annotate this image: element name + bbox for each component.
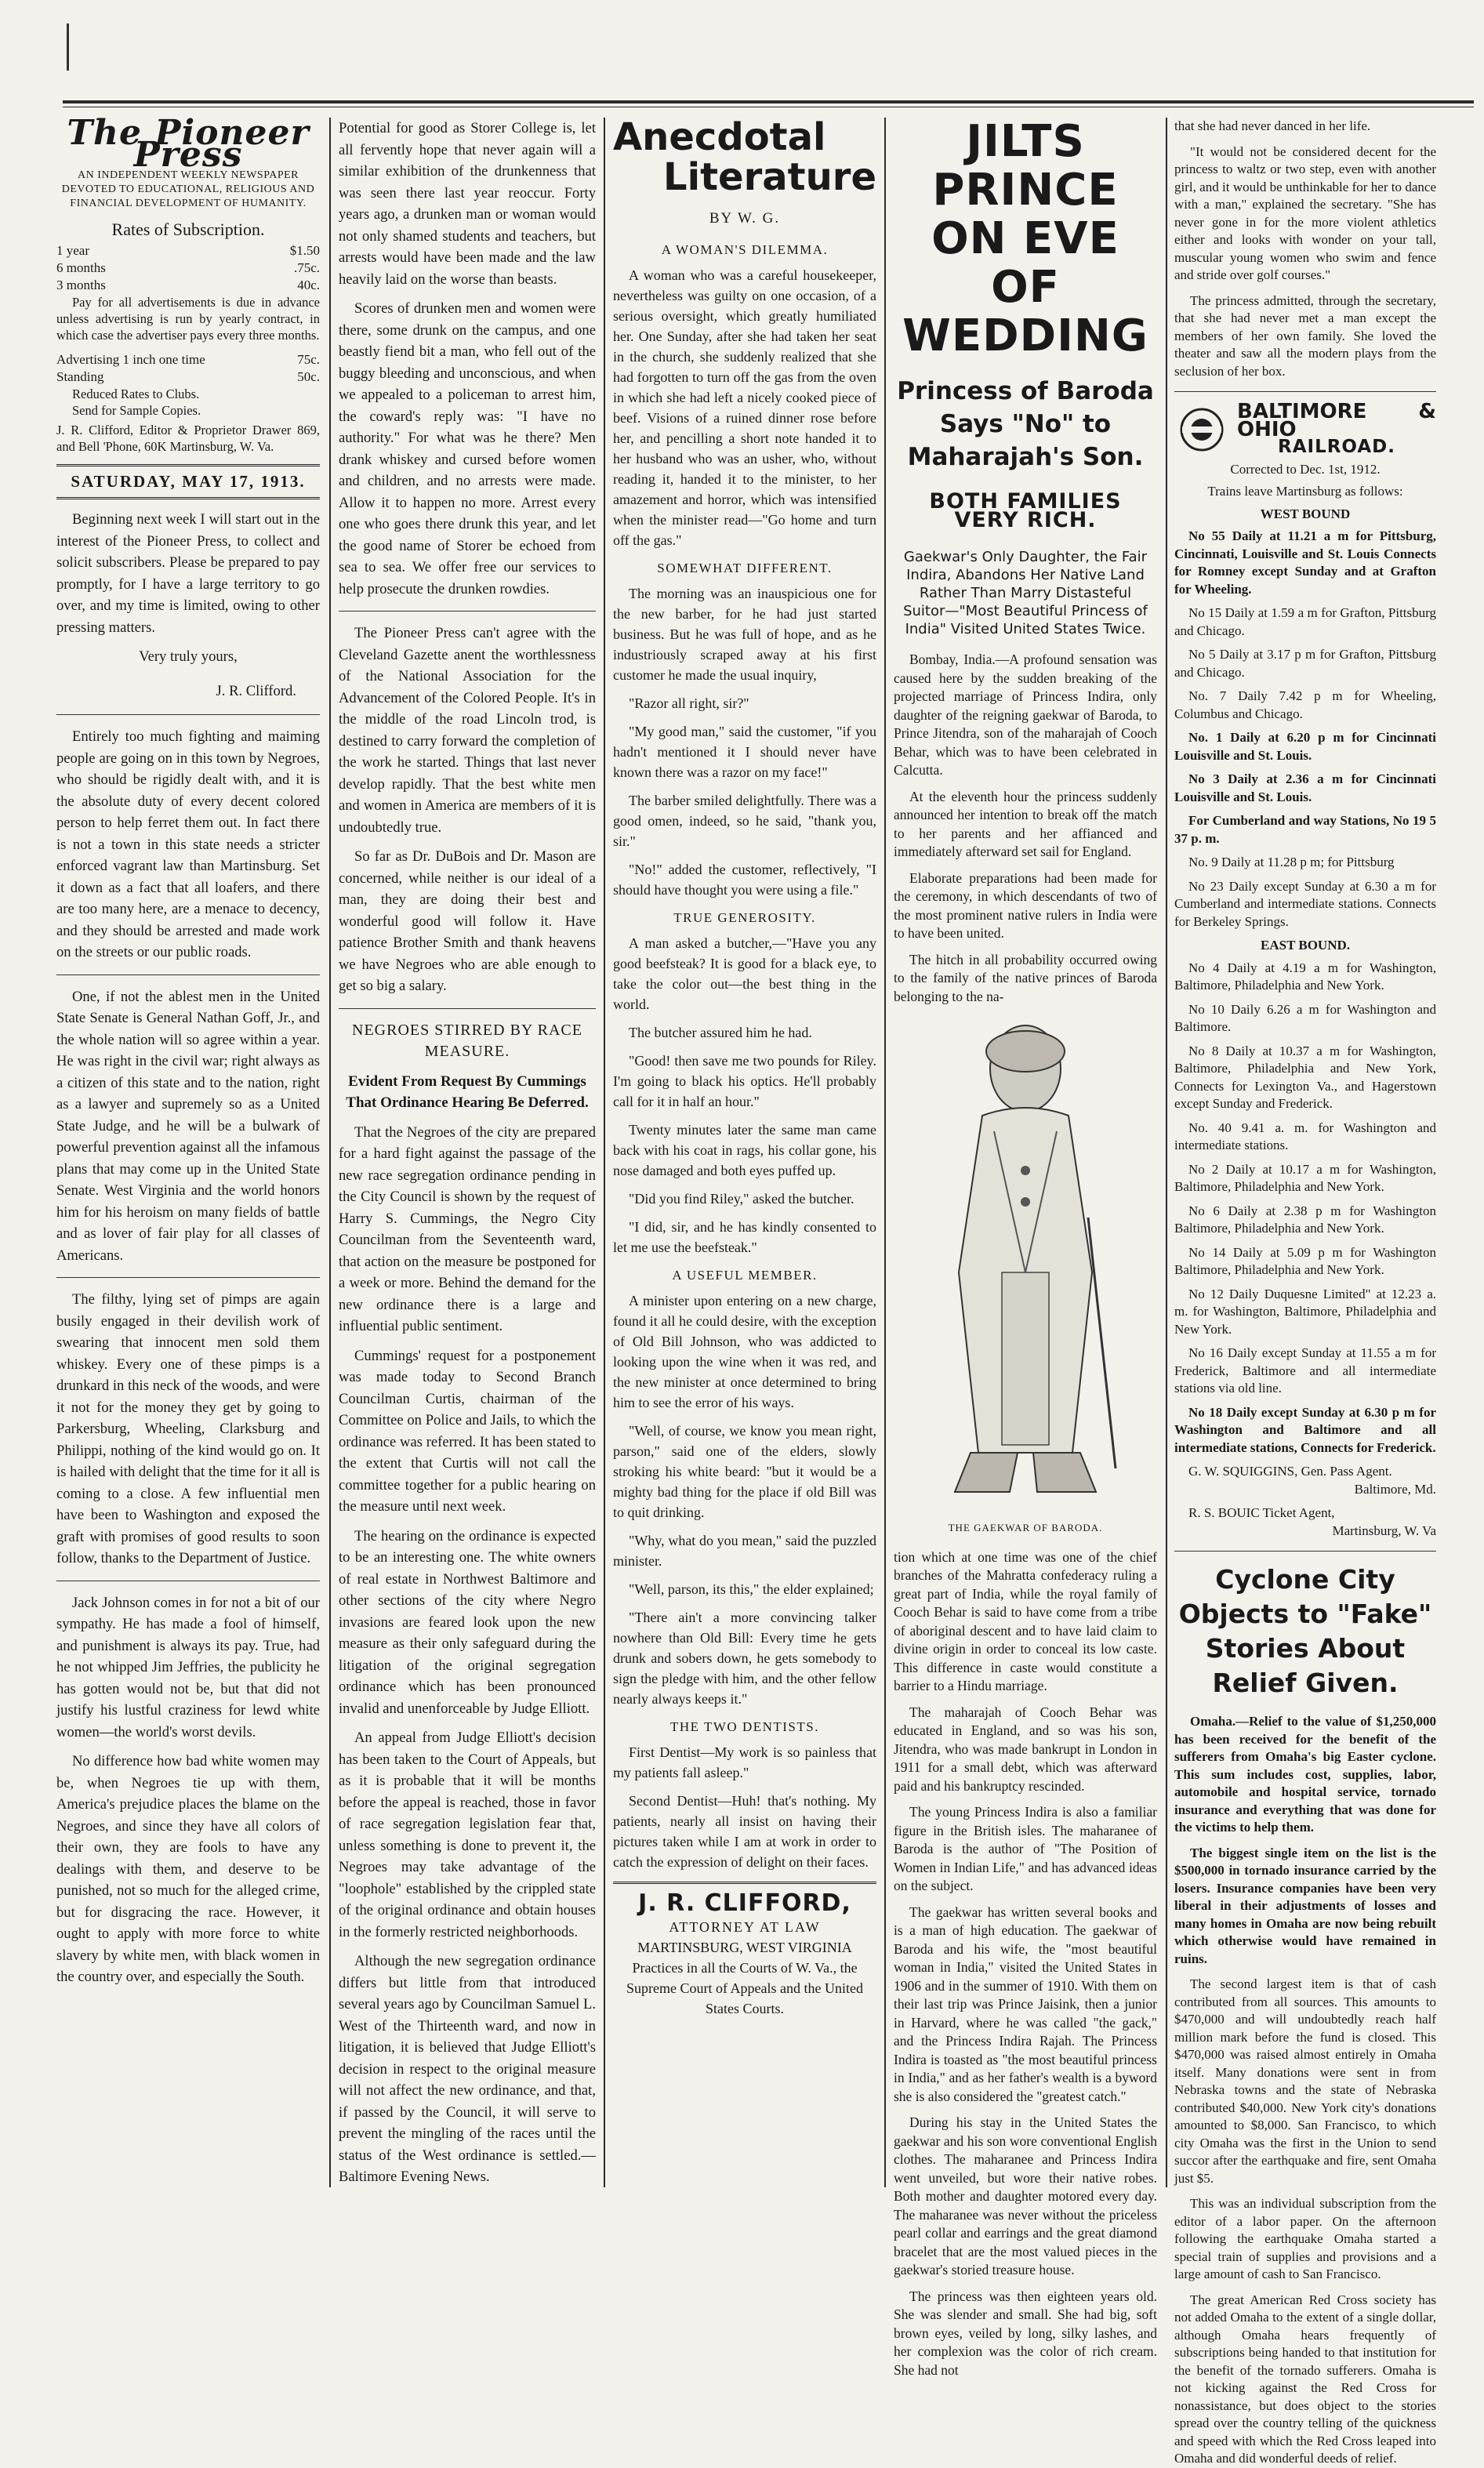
anecdote-text: A man asked a butcher,—"Have you any good beefsteak? It is good for a black eye, to take the color out—the best thing in the world.	[613, 935, 876, 1012]
rate-row: 3 months 40c.	[56, 277, 320, 292]
train-entry: No 55 Daily at 11.21 a m for Pittsburg, Cincinnati, Louisville and St. Louis Connects for Romney except Sunday and at Grafton for Wheeling.	[1174, 528, 1436, 597]
portrait-caption: THE GAEKWAR OF BARODA.	[948, 1522, 1103, 1533]
editorial-paragraph: So far as Dr. DuBois and Dr. Mason are concerned, while neither is our ideal of a man, they are doing their best and wonderful good will follow it. Have patience Brother Smith and thank heavens we have Negroes who are able enough to get so big a salary.	[339, 848, 596, 994]
anecdote-text: "Well, parson, its this," the elder explained;	[629, 1581, 874, 1597]
section-title: Literature	[663, 155, 876, 199]
editorial-paragraph: One, if not the ablest men in the United State Senate is General Nathan Goff, Jr., and the whole nation will so agree within a year. He was right in the civil war; right always as a citizen of this state and to the nation, right as a lawyer and supremely so as a United State Judge, and he will be a bulwark of powerful prevention against all the infamous plans that may come up in the United State Senate. West Virginia and the world honors him for his heroism on many fields of battle and as lover of fair play for all classes of Americans.	[56, 988, 320, 1264]
adv-row: Standing 50c.	[56, 368, 320, 384]
train-entry: No 23 Daily except Sunday at 6.30 a m for Cumberland and intermediate stations. Connects for Berkeley Springs.	[1174, 878, 1436, 929]
bo-header	[1174, 400, 1436, 457]
gaekwar-portrait	[894, 1014, 1157, 1515]
column-2	[339, 118, 596, 2187]
editorial-paragraph: No difference how bad white women may be, when Negroes tie up with them, America's prejudice places the blame on the Negroes, and since they have all colors of their own, they are fools to have any dealings with them, and deserve to be punished, not so much for the alleged crime, but for disgracing the race. However, it ought to apply with more force to white slavery by white men, with black women in the country over, and especially the South.	[56, 1753, 320, 1985]
article-paragraph: The young Princess Indira is also a familiar figure in the British isles. The maharanee of Baroda is the author of "The Position of Women in Indian Life," and has advanced ideas on the subject.	[894, 1804, 1157, 1893]
agent-place: Martinsburg, W. Va	[1332, 1523, 1436, 1538]
rate-row: 1 year $1.50	[56, 242, 320, 258]
column-3	[613, 115, 876, 2187]
article-paragraph: that she had never danced in her life.	[1174, 118, 1371, 133]
article-headline: NEGROES STIRRED BY RACE MEASURE.	[352, 1021, 582, 1060]
bo-corrected: Corrected to Dec. 1st, 1912.	[1230, 461, 1381, 477]
article-headline: JILTS PRINCE ON EVE OF WEDDING	[902, 116, 1148, 361]
article-paragraph: An appeal from Judge Elliott's decision has been taken to the Court of Appeals, but as it is probable that it will be months before the appeal is reached, those in favor of race segregation legislation fear that, unless something is done to prevent it, the Negroes may take advantage of the "loophole" established by the crippled state of the original ordinance and obtain houses in the formerly restricted neighborhoods.	[339, 1729, 596, 1940]
train-entry: No 12 Daily Duquesne Limited" at 12.23 a. m. for Washington, Baltimore, Philadelphia and New York.	[1174, 1286, 1436, 1337]
anecdote-text: Second Dentist—Huh! that's nothing. My patients, nearly all insist on having their pictures taken while I am at work in order to catch the expression of delight on their faces.	[613, 1793, 876, 1870]
article-paragraph: Omaha.—Relief to the value of $1,250,000 has been received for the benefit of the sufferers from Omaha's big Easter cyclone. This sum includes cost, supplies, labor, automobile and hospital service, tornado insurance and everything that was done for the victims to help them.	[1174, 1714, 1436, 1835]
train-entry: No. 40 9.41 a. m. for Washington and intermediate stations.	[1174, 1120, 1436, 1152]
adv-row: Advertising 1 inch one time 75c.	[56, 351, 320, 367]
article-paragraph: The princess admitted, through the secretary, that she had never met a man except the members of her own family. She loved the theater and saw all the modern plays from the seclusion of her box.	[1174, 292, 1436, 379]
west-bound-heading: WEST BOUND	[1260, 506, 1351, 521]
train-entry: No 14 Daily at 5.09 p m for Washington Baltimore, Philadelphia and New York.	[1174, 1244, 1436, 1277]
article-paragraph: The maharajah of Cooch Behar was educated in England, and so was his son, Jitendra, who was made bankrupt in London in 1911 for a small debt, which was afterward paid and his bankruptcy rescinded.	[894, 1704, 1157, 1794]
anecdote-text: A woman who was a careful housekeeper, nevertheless was guilty on one occasion, of a serious oversight, which greatly humiliated her. One Sunday, after she had taken her seat in the church, she suddenly realized that she had forgotten to turn off the gas from the oven in which she had left a nicely cooked piece of beef. Visions of a ruined dinner rose before her, and pencilling a short note handed it to her husband who was an usher, who, without reading it, handed it to the minister, to her amazement and horror, which was intensified when the minister read—"Go home and turn off the gas."	[613, 267, 876, 548]
article-paragraph: Bombay, India.—A profound sensation was caused here by the sudden breaking of the projected marriage of Princess Indira, only daughter of the reigning gaekwar of Baroda, to Prince Jitendra, son of the maharajah of Cooch Behar, which was to have been celebrated in Calcutta.	[894, 651, 1157, 778]
dateline: SATURDAY, MAY 17, 1913.	[56, 464, 320, 500]
signer: J. R. Clifford.	[216, 682, 296, 699]
editorial-paragraph: Jack Johnson comes in for not a bit of our sympathy. He has made a fool of himself, and punishment is always its pay. True, had he not whipped Jim Jeffries, the publicity he has gotten would not be, but that did not justify his lustful craziness for lewd white women—the world's worst devils.	[56, 1594, 320, 1740]
advertising-terms: Pay for all advertisements is due in advance unless advertising is run by yearly contract, in which case the advertiser pays every three months.	[56, 294, 320, 343]
anecdote-title: THE TWO DENTISTS.	[670, 1719, 819, 1734]
article-paragraph: "It would not be considered decent for the princess to waltz or two step, even with another girl, and it would be unthinkable for her to dance with a man," explained the secretary. "She has never gone in for the more violent athletics either and looks with wonder on your tall, muscular young women who swim and fence and stride over golf courses."	[1174, 143, 1436, 282]
bo-title: BALTIMORE & OHIO	[1237, 400, 1436, 441]
card-border	[613, 1882, 876, 1884]
article-headline: Cyclone City Objects to "Fake" Stories About Relief Given.	[1178, 1564, 1432, 1698]
article-paragraph: That the Negroes of the city are prepared for a hard fight against the passage of the new race segregation ordinance pending in the City Council is shown by the request of Harry S. Cummings, the Negro City Councilman from the Seventeenth ward, that action on the measure be postponed for a week or more. Behind the demand for the new ordinance there is a large and influential public sentiment.	[339, 1123, 596, 1334]
train-entry: No 4 Daily at 4.19 a m for Washington, Baltimore, Philadelphia and New York.	[1174, 960, 1436, 993]
article-paragraph: The hearing on the ordinance is expected to be an interesting one. The white owners of real estate in Northwest Baltimore and other sections of the city where Negro invasions are feared look upon the new measure as their only safeguard during the litigation of the original segregation ordinance which has been pronounced invalid and unenforceable by Judge Elliott.	[339, 1527, 596, 1717]
train-entry: No 6 Daily at 2.38 p m for Washington Baltimore, Philadelphia and New York.	[1174, 1203, 1436, 1236]
anecdote-title: A USEFUL MEMBER.	[672, 1268, 818, 1283]
card-line: MARTINSBURG, WEST VIRGINIA	[637, 1940, 852, 1955]
editorial-paragraph: Scores of drunken men and women were there, some drunk on the campus, and one beastly fiend bit a man, who fell out of the buggy bleeding and unconscious, and when we appealed to a policeman to arrest him, the coward's reply was: "I have no authority." For what was he there? Men drank whiskey and cursed before women and children, and no arrests were made. Allow it to happen no more. Arrest every one who goes there drunk this year, and let the good name of Storer be echoed from sea to sea. We offer free our services to help prosecute the drunken rowdies.	[339, 300, 596, 597]
train-entry: No 18 Daily except Sunday at 6.30 p m for Washington and Baltimore and all intermediate stations, Connects for Frederick.	[1174, 1404, 1436, 1455]
article-paragraph: The princess was then eighteen years old. She was slender and small. She had big, soft brown eyes, veiled by long, silky lashes, and her complexion was the color of rich cream. She had not	[894, 2288, 1157, 2378]
column-divider	[1166, 118, 1167, 2187]
train-entry: No 8 Daily at 10.37 a m for Washington, Baltimore, Philadelphia and New York, Connects for Lexington Va., and Hagerstown except Sunday and Frederick.	[1174, 1043, 1436, 1111]
anecdote-text: "Why, what do you mean," said the puzzled minister.	[613, 1533, 876, 1569]
article-deck: Gaekwar's Only Daughter, the Fair Indira, Abandons Her Native Land Rather Than Marry Distasteful Suitor—"Most Beautiful Princess of India" Visited United States Twice.	[903, 549, 1148, 637]
anecdote-text: "My good man," said the customer, "if you hadn't mentioned it I should never have known there was a razor on my face!"	[613, 724, 876, 780]
article-paragraph: This was an individual subscription from the editor of a labor paper. On the afternoon following the earthquake Omaha started a special train of supplies and provisions and a large amount of cash to San Francisco.	[1174, 2196, 1436, 2281]
agent-place: Baltimore, Md.	[1354, 1481, 1436, 1497]
anecdote-text: "No!" added the customer, reflectively, "I should have thought you were using a file."	[613, 862, 876, 898]
column-divider	[604, 118, 605, 2187]
anecdote-text: "Good! then save me two pounds for Riley. I'm going to black his optics. He'll probably call for it in half an hour."	[613, 1053, 876, 1109]
top-rule	[63, 100, 1474, 103]
east-bound-heading: EAST BOUND.	[1261, 938, 1350, 953]
editorial-paragraph: Entirely too much fighting and maiming people are going on in this town by Negroes, who should be rigidly dealt with, and it is the absolute duty of every decent colored person to help ferret them out. In fact there is not a town in this state needs a stricter enforced vagrant law than Martinsburg. Set it down as a fact that all loafers, and there are too many here, are a menace to decency, and they should be arrested and made work on the streets or our public roads.	[56, 728, 320, 960]
rate-row: 6 months .75c.	[56, 260, 320, 275]
train-entry: No. 9 Daily at 11.28 p m; for Pittsburg	[1188, 855, 1395, 869]
column-4	[894, 116, 1157, 2378]
anecdote-text: "Well, of course, we know you mean right, parson," said one of the elders, slowly stroking his white beard: "but it would be a mighty bad thing for the place if old Bill was to quit drinking.	[613, 1423, 876, 1520]
card-name: J. R. CLIFFORD,	[638, 1889, 851, 1917]
article-paragraph: Elaborate preparations had been made for the ceremony, in which descendants of two of the most prominent native rulers in India were to have been united.	[894, 869, 1157, 941]
article-paragraph: The gaekwar has written several books and is a man of high education. The gaekwar of Baroda and his wife, the "most beautiful woman in India," visited the United States in 1906 and in the summer of 1910. With them on their last trip was Prince Jaisink, then a junior in Harvard, where he was called "the gack," and the Princess Indira Rajah. The Princess Indira is toasted as "the most beautiful princess in India," and as her father's wealth is a byword she is also considered the "greatest catch."	[894, 1904, 1157, 2104]
east-bound-list	[1174, 960, 1436, 1457]
closing: Very truly yours,	[139, 648, 238, 665]
separator	[56, 974, 320, 975]
separator	[1174, 1551, 1436, 1552]
agent-line: G. W. SQUIGGINS, Gen. Pass Agent.	[1188, 1464, 1392, 1479]
train-entry: No. 1 Daily at 6.20 p m for Cincinnati Louisville and St. Louis.	[1174, 730, 1436, 763]
separator	[339, 611, 596, 612]
separator	[56, 714, 320, 715]
bo-subtitle: RAILROAD.	[1278, 437, 1395, 457]
anecdote-text: "There ain't a more convincing talker nowhere than Old Bill: Every time he gets drunk and sobers down, he gets somebody to sign the pledge with him, and the other fellow nearly always keeps it."	[613, 1610, 876, 1707]
train-entry: No 10 Daily 6.26 a m for Washington and Baltimore.	[1174, 1001, 1436, 1034]
anecdote-title: A WOMAN'S DILEMMA.	[661, 242, 829, 257]
masthead-desc: AN INDEPENDENT WEEKLY NEWSPAPER	[77, 169, 299, 181]
article-paragraph: tion which at one time was one of the chief branches of the Mahratta confederacy ruling a great part of India, while the royal family of Cooch Behar is said to have come from a tribe of aboriginal descent and to have laid claim to divine origin in order to conceal its low caste. This difference in caste would constitute a barrier to a Hindu marriage.	[894, 1548, 1157, 1693]
article-paragraph: The hitch in all probability occurred owing to the family of the native princes of Baroda belonging to the na-	[894, 951, 1157, 1004]
article-paragraph: During his stay in the United States the gaekwar and his son wore conventional English clothes. The maharanee and Princess Indira went unveiled, but wore their native robes. Both mother and daughter motored every day. The maharanee was never without the priceless pearl collar and earrings and the great diamond bracelet that are the most valued pieces in the gaekwar's storied treasure house.	[894, 2114, 1157, 2277]
masthead-title: The Pioneer Press	[67, 113, 310, 175]
anecdote-text: The barber smiled delightfully. There was a good omen, indeed, so he said, "thank you, sir."	[613, 793, 876, 849]
train-entry: No 15 Daily at 1.59 a m for Grafton, Pittsburg and Chicago.	[1174, 605, 1436, 638]
article-paragraph: Cummings' request for a postponement was made today to Second Branch Councilman Curtis, chairman of the Committee on Police and Jails, to which the ordinance was referred. It has been stated to the extent that Curtis will not call the committee together for a public hearing on the measure until next week.	[339, 1347, 596, 1515]
article-deck: Princess of Baroda Says "No" to Maharajah's Son.	[897, 377, 1154, 471]
masthead-desc: FINANCIAL DEVELOPMENT OF HUMANITY.	[70, 198, 307, 209]
reduced-rates: Reduced Rates to Clubs.	[72, 386, 200, 401]
anecdote-text: Twenty minutes later the same man came back with his coat in rags, his collar gone, his nose damaged and both eyes puffed up.	[613, 1122, 876, 1178]
separator	[339, 1008, 596, 1009]
corner-mark	[67, 24, 77, 71]
anecdote-text: The morning was an inauspicious one for the new barber, for he had just started business. But he was full of hope, and as he industriously scraped away at his first customer he made the usual inquiry,	[613, 586, 876, 683]
anecdote-text: "Did you find Riley," asked the butcher.	[629, 1191, 854, 1207]
anecdote-text: "Razor all right, sir?"	[629, 695, 749, 711]
anecdote-title: SOMEWHAT DIFFERENT.	[657, 561, 833, 575]
article-deck: Evident From Request By Cummings That Ordinance Hearing Be Deferred.	[346, 1072, 589, 1111]
subscription-notice: Beginning next week I will start out in the interest of the Pioneer Press, to collect and solicit subscribers. Please be prepared to pay promptly, for I have a large territory to go over, and my time is limited, owing to other pressing matters.	[56, 511, 320, 636]
anecdote-text: A minister upon entering on a new charge, found it all he could desire, with the exception of Old Bill Johnson, who was addicted to looking upon the wine when it was red, and the new minister at once determined to bring him to see the error of his ways.	[613, 1293, 876, 1410]
anecdote-text: "I did, sir, and he has kindly consented to let me use the beefsteak."	[613, 1219, 876, 1255]
anecdote-title: TRUE GENEROSITY.	[673, 910, 816, 925]
sample-copies: Send for Sample Copies.	[72, 402, 201, 418]
article-deck: BOTH FAMILIES VERY RICH.	[929, 489, 1122, 532]
rates-title: Rates of Subscription.	[111, 220, 265, 239]
train-entry: No 16 Daily except Sunday at 11.55 a m for Frederick, Baltimore and all intermediate stations via old line.	[1174, 1345, 1436, 1396]
article-paragraph: The great American Red Cross society has not added Omaha to the extent of a single dollar, although Omaha hears frequently of subscriptions being handed to that institution for the benefit of the tornado sufferers. Omaha is not kicking against the Red Cross for nonassistance, but does object to the stories spread over the country telling of the quickness and speed with which the Red Cross leaped into Omaha and did wonderful deeds of relief.	[1174, 2292, 1436, 2466]
bo-logo-icon	[1174, 406, 1229, 453]
editor-info: J. R. Clifford, Editor & Proprietor Drawer 869, and Bell 'Phone, 60K Martinsburg, W. Va.	[56, 422, 320, 454]
column-divider	[884, 118, 886, 2187]
editorial-paragraph: Potential for good as Storer College is, let all fervently hope that never again will a similar exhibition of the drunkenness that was seen there last year reoccur. Forty years ago, a drunken man or woman would not only shamed students and teachers, but arrests would have been made and the law heavily laid on the worse than beasts.	[339, 120, 596, 288]
agent-line: R. S. BOUIC Ticket Agent,	[1188, 1505, 1335, 1520]
bo-intro: Trains leave Martinsburg as follows:	[1207, 484, 1403, 499]
column-1	[56, 113, 320, 2187]
train-entry: No. 7 Daily 7.42 p m for Wheeling, Columbus and Chicago.	[1174, 688, 1436, 721]
section-title: Anecdotal	[613, 115, 826, 159]
column-5	[1174, 118, 1436, 2466]
article-paragraph: Although the new segregation ordinance differs but little from that introduced several years ago by Councilman Samuel L. West of the Thirteenth ward, and now in litigation, it is believed that Judge Elliott's decision in respect to the original measure will not affect the new ordinance, and that, if passed by the Council, it will serve to prevent the mingling of the races until the status of the West ordinance is settled.—Baltimore Evening News.	[339, 1953, 596, 2185]
article-paragraph: The second largest item is that of cash contributed from all sources. This amounts to $470,000 and will undoubtedly reach half million mark before the fund is closed. This $470,000 was raised almost entirely in Omaha itself. Many donations were sent in from Nebraska towns and the state of Nebraska contributed $40,000. New York city's donations amounted to $8,000. San Francisco, to which city Omaha was the first in the Union to send succor after the earthquake and fire, sent Omaha just $5.	[1174, 1976, 1436, 2186]
train-entry: No 5 Daily at 3.17 p m for Grafton, Pittsburg and Chicago.	[1174, 647, 1436, 680]
anecdote-text: First Dentist—My work is so painless that my patients fall asleep."	[613, 1744, 876, 1780]
card-line: Practices in all the Courts of W. Va., the Supreme Court of Appeals and the United States Courts.	[626, 1960, 863, 2016]
byline: BY W. G.	[709, 210, 781, 227]
editorial-paragraph: The filthy, lying set of pimps are again busily engaged in their devilish work of swearing that innocent men sold them whiskey. Every one of these pimps is a drunkard in this neck of the woods, and were it not for the money they get by going to Parkersburg, Wheeling, Clarksburg and Philippi, nothing of the kind would go on. It is hailed with delight that the time for it all is coming to a close. A few influential men have been to Washington and exposed the graft with promises of good results to soon follow, thanks to the Department of Justice.	[56, 1291, 320, 1566]
masthead-desc: DEVOTED TO EDUCATIONAL, RELIGIOUS AND	[61, 183, 315, 195]
train-entry: No 3 Daily at 2.36 a m for Cincinnati Louisville and St. Louis.	[1174, 771, 1436, 804]
anecdote-text: The butcher assured him he had.	[629, 1025, 812, 1040]
west-bound-list	[1174, 528, 1436, 931]
portrait-illustration	[908, 1014, 1143, 1515]
editorial-paragraph: The Pioneer Press can't agree with the Cleveland Gazette anent the worthlessness of the National Association for the Advancement of the Colored People. It's in the middle of the road Lincoln trod, is destined to carry forward the completion of the work he started. Things that last never develop rapidly. That the best white men and women in America are members of it is undoubtedly true.	[339, 625, 596, 836]
article-paragraph: At the eleventh hour the princess suddenly announced her intention to break off the match to her parents and her affianced and immediately afterward set sail for England.	[894, 788, 1157, 859]
column-divider	[329, 118, 331, 2187]
separator	[56, 1277, 320, 1278]
train-entry: For Cumberland and way Stations, No 19 5 37 p. m.	[1174, 813, 1436, 846]
card-line: ATTORNEY AT LAW	[669, 1919, 821, 1935]
article-paragraph: The biggest single item on the list is the $500,000 in tornado insurance carried by the losers. Insurance companies have been very liberal in their adjustments of losses and many homes in Omaha are now being rebuilt which otherwise would have remained in ruins.	[1174, 1845, 1436, 1966]
train-entry: No 2 Daily at 10.17 a m for Washington, Baltimore, Philadelphia and New York.	[1174, 1161, 1436, 1194]
separator	[1174, 391, 1436, 392]
